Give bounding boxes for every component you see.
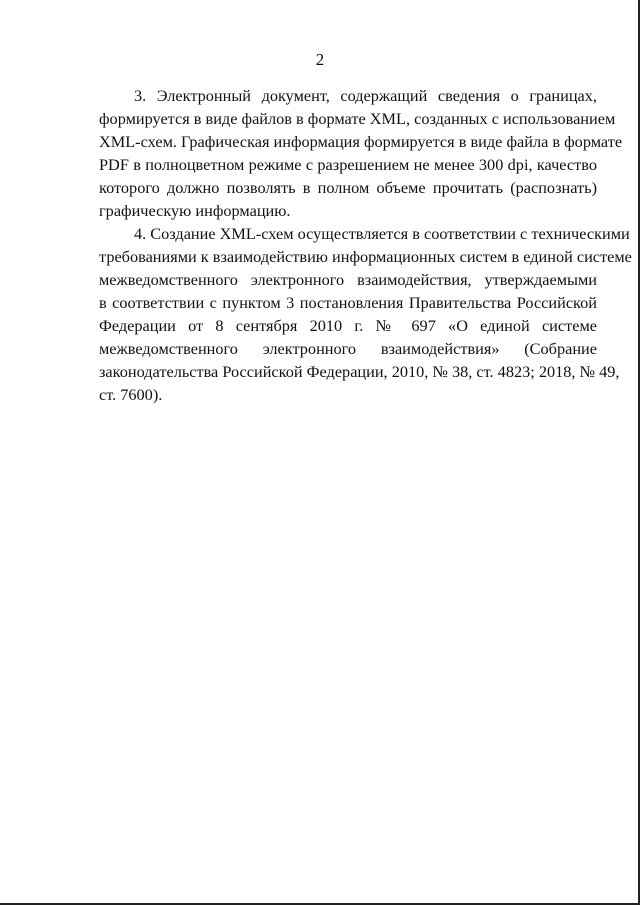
paragraph-3-line: графическую информацию. xyxy=(99,201,291,220)
paragraph-4-line: в соответствии с пунктом 3 постановления Правительства Российской xyxy=(99,293,597,312)
paragraph-4-line: 4. Создание XML-схем осуществляется в соответствии с техническими xyxy=(134,224,630,243)
paragraph-3-line: которого должно позволять в полном объеме прочитать (распознать) xyxy=(99,178,597,197)
paragraph-3-line: XML-схем. Графическая информация формируется в виде файла в формате xyxy=(99,132,623,151)
paragraph-4-line: законодательства Российской Федерации, 2010, № 38, ст. 4823; 2018, № 49, xyxy=(99,362,620,381)
paragraph-3-line: 3. Электронный документ, содержащий сведения о границах, xyxy=(134,86,597,105)
paragraph-3-line: PDF в полноцветном режиме с разрешением не менее 300 dpi, качество xyxy=(99,155,597,174)
paragraph-4-line: ст. 7600). xyxy=(99,385,163,404)
paragraph-4-line: Федерации от 8 сентября 2010 г. № 697 «О единой системе xyxy=(99,316,597,335)
page-number: 2 xyxy=(315,50,325,69)
paragraph-4-line: требованиями к взаимодействию информационных систем в единой системе xyxy=(99,247,632,266)
paragraph-3-line: формируется в виде файлов в формате XML, созданных с использованием xyxy=(99,109,616,128)
paragraph-4-line: межведомственного электронного взаимодействия» (Собрание xyxy=(99,339,597,358)
paragraph-4-line: межведомственного электронного взаимодействия, утверждаемыми xyxy=(99,270,597,289)
